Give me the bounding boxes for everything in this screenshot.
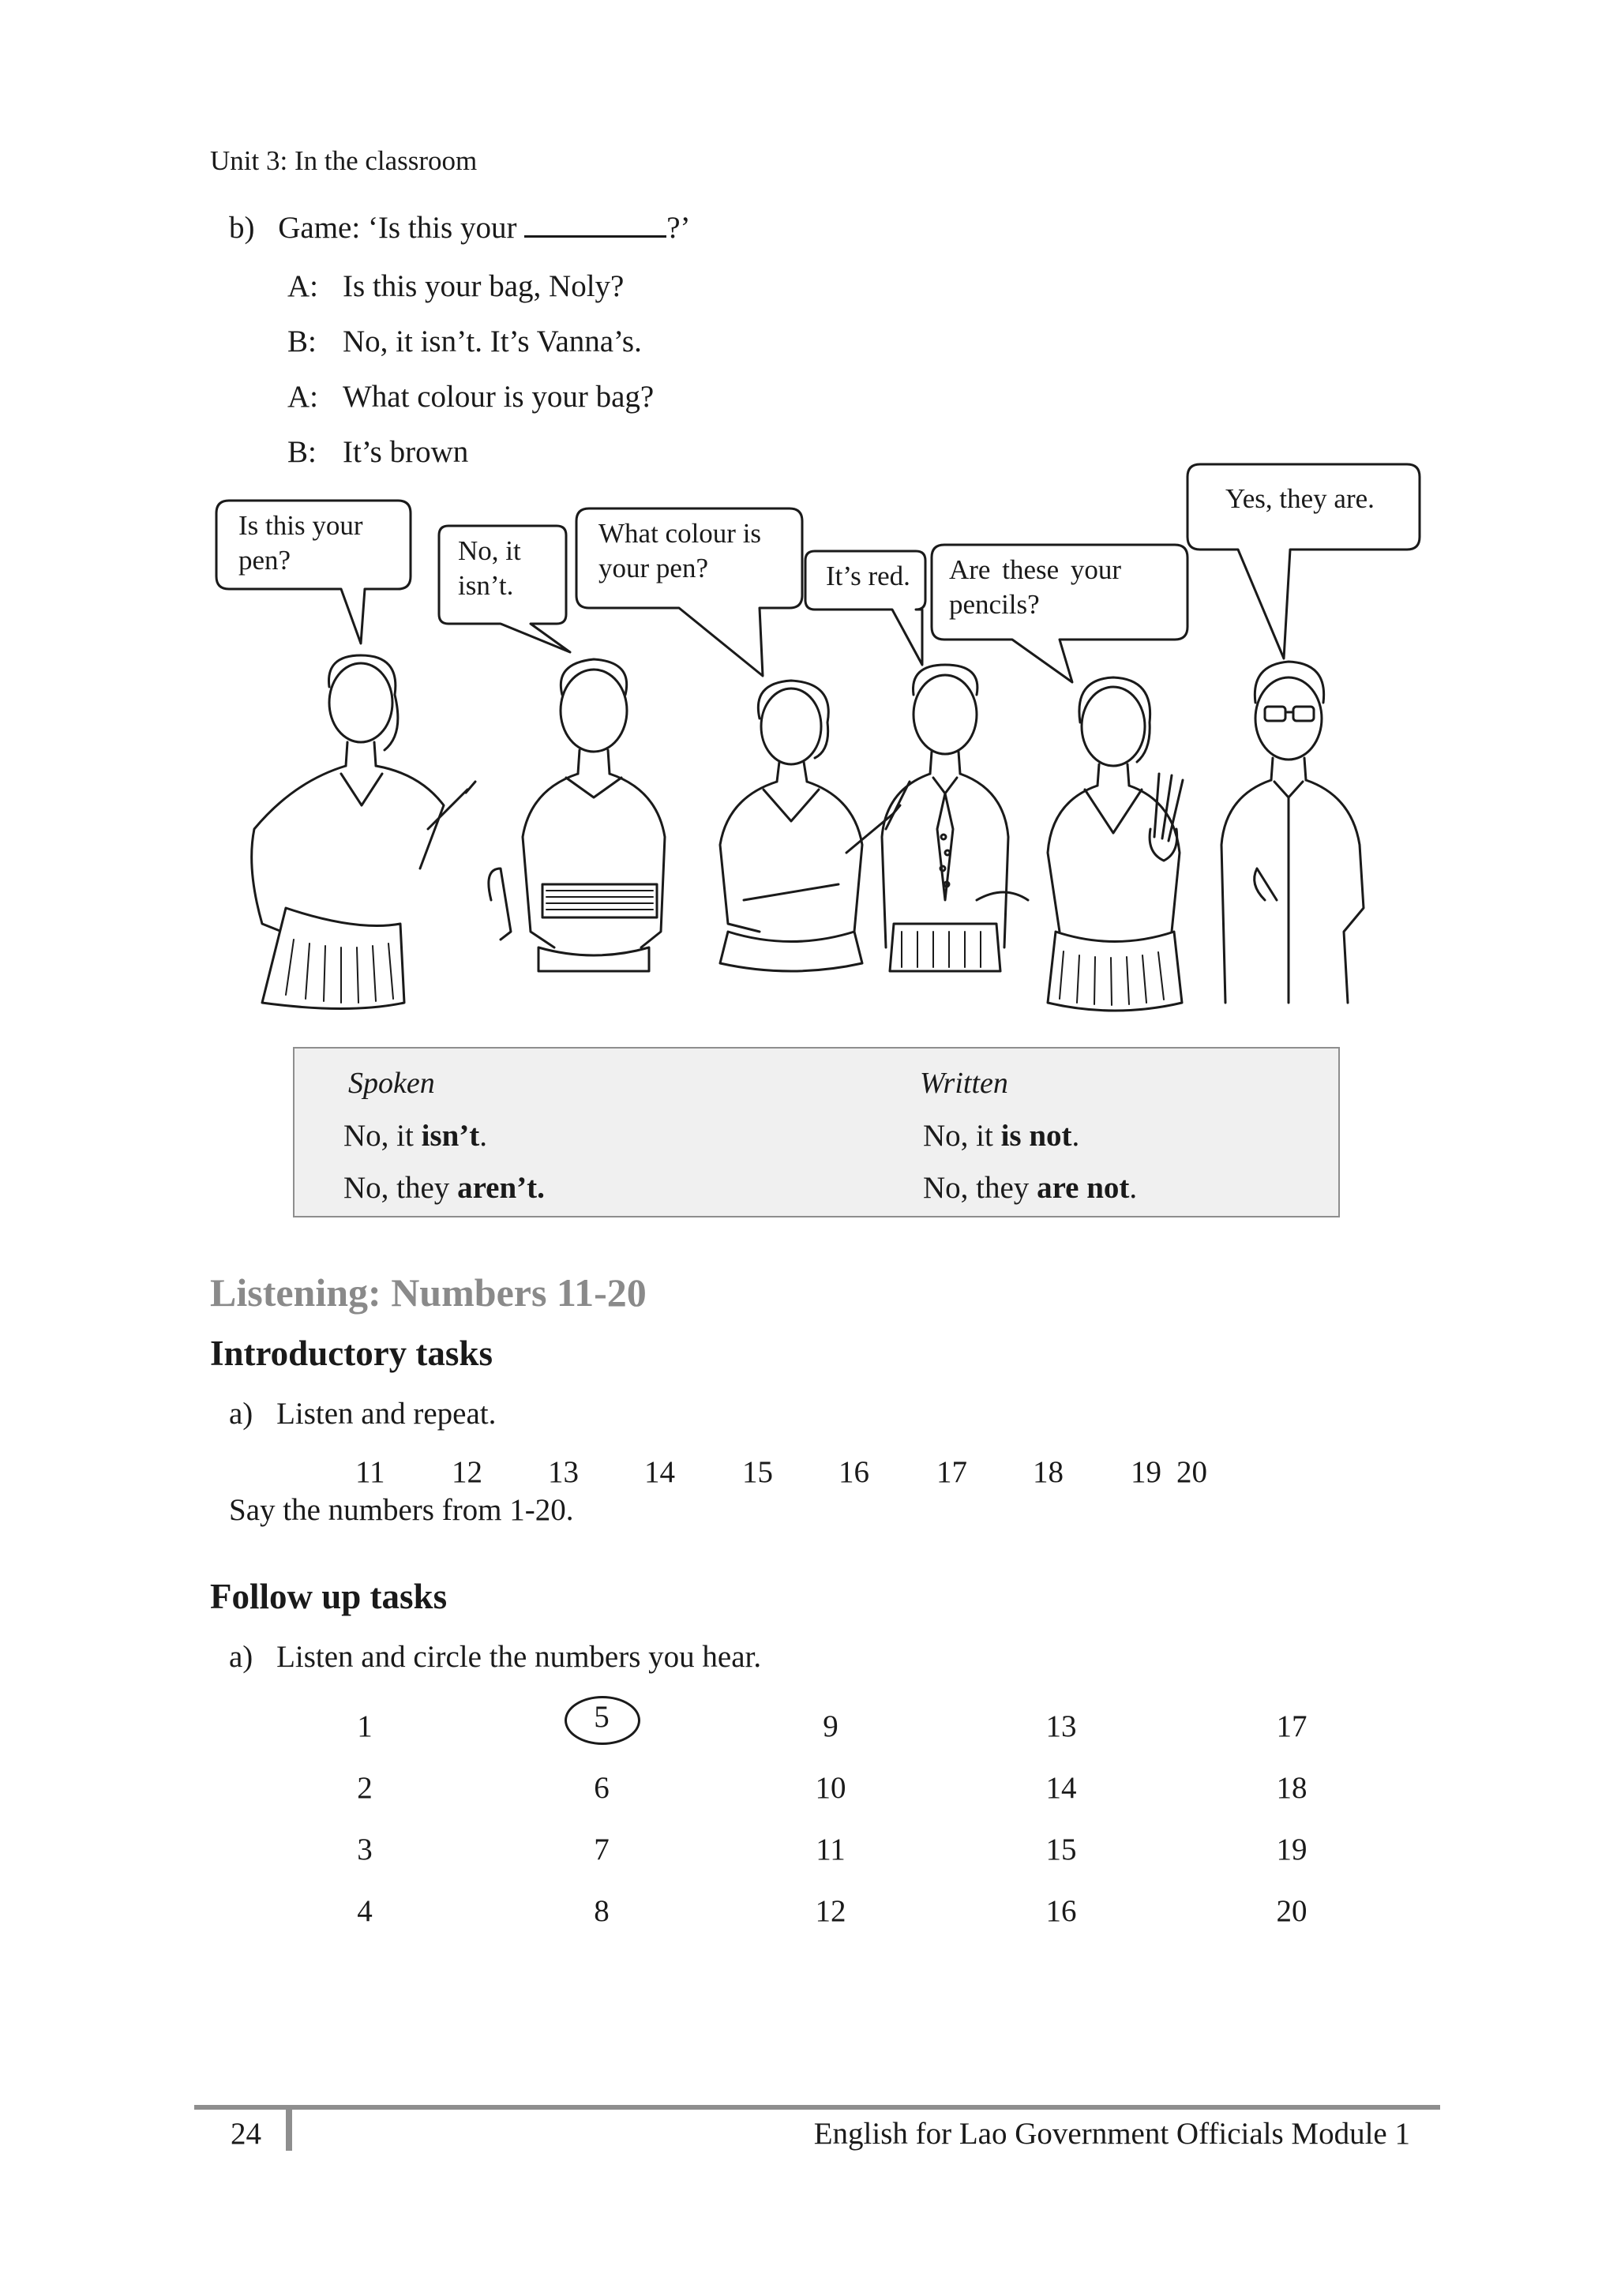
bubble-text: What colour is your pen? <box>598 518 762 583</box>
written-row <box>923 1118 1079 1154</box>
dialogue-text: No, it isn’t. It’s Vanna’s. <box>343 325 642 358</box>
dialogue-line <box>287 324 642 359</box>
bubble-text: Is this your pen? <box>238 510 363 576</box>
bubble-text: No, it isn’t. <box>458 535 521 601</box>
number: 16 <box>839 1455 869 1489</box>
classroom-illustration <box>207 458 1439 1019</box>
grid-number: 9 <box>823 1709 839 1743</box>
intro-label: a) <box>229 1397 253 1431</box>
game-title <box>229 210 691 246</box>
game-title-end: ?’ <box>666 211 691 245</box>
number: 19 <box>1131 1455 1161 1489</box>
number: 18 <box>1033 1455 1064 1489</box>
grid-number: 7 <box>594 1833 610 1866</box>
running-head: Unit 3: In the classroom <box>210 145 478 176</box>
dialogue-line <box>287 379 654 415</box>
row-text: No, it <box>343 1119 422 1153</box>
number: 12 <box>452 1455 482 1489</box>
game-label: b) <box>229 211 255 245</box>
grid-number: 6 <box>594 1771 610 1805</box>
written-row <box>923 1170 1137 1206</box>
grid-number: 1 <box>357 1709 373 1743</box>
intro-heading: Introductory tasks <box>210 1334 493 1373</box>
number: 17 <box>936 1455 967 1489</box>
contractions-box <box>293 1047 1340 1217</box>
dialogue-line <box>287 268 624 304</box>
bubble-text: Are these your pencils? <box>949 554 1122 620</box>
fill-blank <box>524 212 666 238</box>
grid-number: 20 <box>1276 1894 1307 1928</box>
dialogue-text: It’s brown <box>343 435 469 469</box>
grid-number: 8 <box>594 1894 610 1928</box>
grid-number: 17 <box>1276 1709 1307 1743</box>
row-text: No, it <box>923 1119 1001 1153</box>
intro-instruction <box>229 1396 496 1431</box>
spoken-row <box>343 1118 487 1154</box>
grid-number: 13 <box>1045 1709 1077 1743</box>
person-6 <box>1221 662 1364 1003</box>
spoken-row <box>343 1170 545 1206</box>
spoken-header: Spoken <box>348 1067 435 1100</box>
person-5 <box>1048 677 1183 1011</box>
row-text: No, they <box>923 1171 1037 1205</box>
row-text: . <box>1129 1171 1138 1205</box>
follow-instruction <box>229 1639 761 1675</box>
row-text: . <box>1071 1119 1080 1153</box>
number: 15 <box>742 1455 773 1489</box>
grid-number-circled: 5 <box>594 1700 610 1734</box>
row-bold: isn’t <box>421 1119 480 1153</box>
number: 13 <box>548 1455 579 1489</box>
speaker-label: A: <box>287 269 318 303</box>
footer-rule <box>194 2105 1440 2110</box>
number: 14 <box>644 1455 675 1489</box>
intro-text: Listen and repeat. <box>276 1397 497 1431</box>
dialogue-text: What colour is your bag? <box>343 380 655 414</box>
grid-number: 3 <box>357 1833 373 1866</box>
row-bold: are not <box>1037 1171 1130 1205</box>
grid-number: 12 <box>815 1894 846 1928</box>
grid-number: 2 <box>357 1771 373 1805</box>
book-title: English for Lao Government Officials Module 1 <box>813 2117 1410 2151</box>
game-title-text: Game: ‘Is this your <box>278 211 517 245</box>
follow-text: Listen and circle the numbers you hear. <box>276 1640 762 1674</box>
person-3 <box>720 681 900 971</box>
number: 20 <box>1176 1455 1207 1489</box>
follow-heading: Follow up tasks <box>210 1577 448 1616</box>
page-number: 24 <box>231 2117 261 2151</box>
row-bold: is not <box>1000 1119 1072 1153</box>
row-bold: aren’t. <box>457 1171 545 1205</box>
grid-number: 11 <box>816 1833 846 1866</box>
footer-divider <box>286 2105 292 2151</box>
bubble-text: Yes, they are. <box>1225 483 1375 514</box>
grid-number: 4 <box>357 1894 373 1928</box>
grid-number: 14 <box>1045 1771 1077 1805</box>
dialogue-text: Is this your bag, Noly? <box>343 269 625 303</box>
grid-number: 15 <box>1045 1833 1077 1866</box>
follow-label: a) <box>229 1640 253 1674</box>
say-numbers: Say the numbers from 1-20. <box>229 1493 574 1527</box>
speaker-label: B: <box>287 435 317 469</box>
person-2 <box>489 659 665 971</box>
speaker-label: B: <box>287 325 317 358</box>
number: 11 <box>355 1455 385 1489</box>
person-4 <box>882 665 1028 971</box>
grid-number: 19 <box>1276 1833 1307 1866</box>
written-header: Written <box>920 1067 1008 1100</box>
row-text: . <box>479 1119 488 1153</box>
row-text: No, they <box>343 1171 458 1205</box>
bubble-text: It’s red. <box>826 561 910 591</box>
grid-number: 16 <box>1045 1894 1077 1928</box>
section-title: Listening: Numbers 11-20 <box>210 1270 647 1315</box>
speaker-label: A: <box>287 380 318 414</box>
grid-number: 18 <box>1276 1771 1307 1805</box>
person-1 <box>252 655 475 1009</box>
grid-number: 10 <box>815 1771 846 1805</box>
